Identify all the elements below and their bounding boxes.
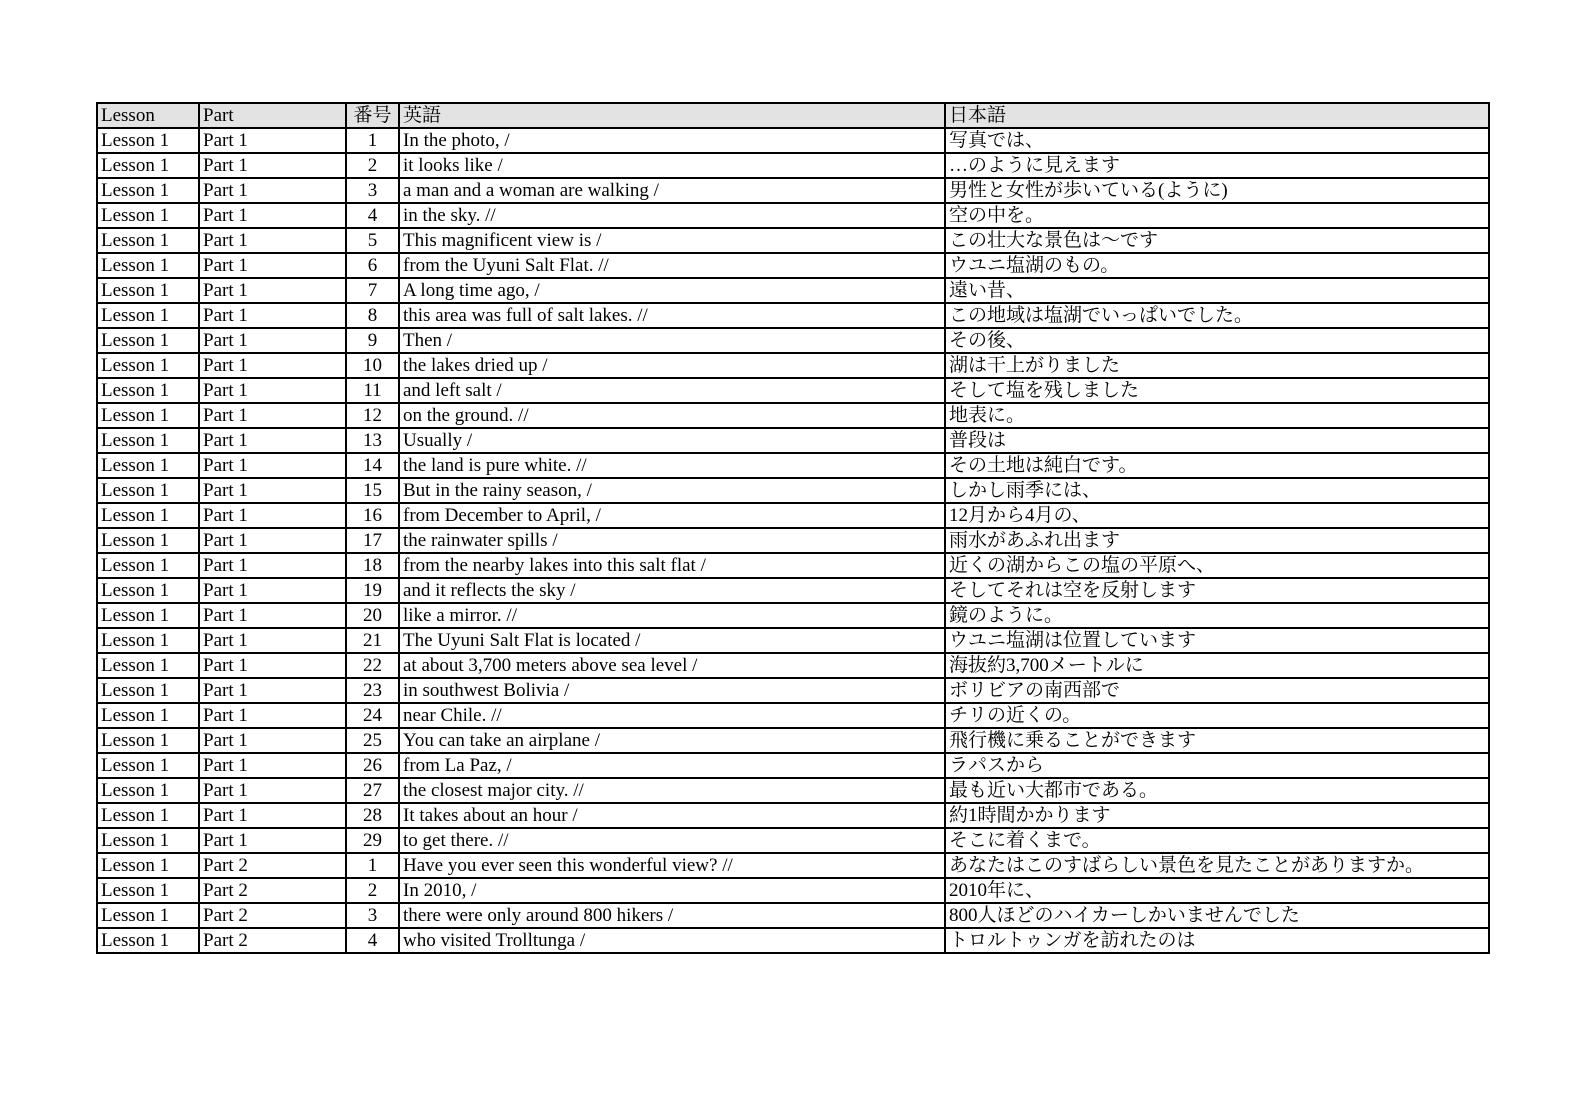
cell-number: 11 bbox=[346, 378, 399, 403]
cell-part: Part 1 bbox=[199, 803, 346, 828]
cell-part: Part 1 bbox=[199, 578, 346, 603]
cell-lesson: Lesson 1 bbox=[97, 728, 199, 753]
cell-number: 19 bbox=[346, 578, 399, 603]
cell-number: 7 bbox=[346, 278, 399, 303]
cell-number: 1 bbox=[346, 853, 399, 878]
cell-number: 22 bbox=[346, 653, 399, 678]
cell-japanese: 鏡のように。 bbox=[945, 603, 1489, 628]
cell-part: Part 1 bbox=[199, 278, 346, 303]
cell-part: Part 1 bbox=[199, 628, 346, 653]
cell-english: to get there. // bbox=[399, 828, 945, 853]
table-row bbox=[97, 628, 1489, 653]
header-japanese: 日本語 bbox=[945, 103, 1489, 128]
table-row bbox=[97, 778, 1489, 803]
cell-number: 23 bbox=[346, 678, 399, 703]
cell-japanese: そして塩を残しました bbox=[945, 378, 1489, 403]
cell-japanese: 地表に。 bbox=[945, 403, 1489, 428]
cell-part: Part 1 bbox=[199, 553, 346, 578]
cell-lesson: Lesson 1 bbox=[97, 278, 199, 303]
cell-lesson: Lesson 1 bbox=[97, 903, 199, 928]
cell-lesson: Lesson 1 bbox=[97, 328, 199, 353]
cell-number: 20 bbox=[346, 603, 399, 628]
cell-number: 24 bbox=[346, 703, 399, 728]
cell-english: the rainwater spills / bbox=[399, 528, 945, 553]
cell-part: Part 1 bbox=[199, 503, 346, 528]
table-row bbox=[97, 703, 1489, 728]
cell-japanese: そこに着くまで。 bbox=[945, 828, 1489, 853]
cell-english: from December to April, / bbox=[399, 503, 945, 528]
cell-english: it looks like / bbox=[399, 153, 945, 178]
cell-english: in the sky. // bbox=[399, 203, 945, 228]
cell-part: Part 2 bbox=[199, 928, 346, 953]
cell-part: Part 1 bbox=[199, 128, 346, 153]
cell-number: 15 bbox=[346, 478, 399, 503]
cell-japanese: あなたはこのすばらしい景色を見たことがありますか。 bbox=[945, 853, 1489, 878]
cell-number: 16 bbox=[346, 503, 399, 528]
cell-part: Part 1 bbox=[199, 678, 346, 703]
cell-english: It takes about an hour / bbox=[399, 803, 945, 828]
cell-number: 14 bbox=[346, 453, 399, 478]
table-row bbox=[97, 253, 1489, 278]
cell-japanese: その土地は純白です。 bbox=[945, 453, 1489, 478]
cell-japanese: 普段は bbox=[945, 428, 1489, 453]
table-row bbox=[97, 653, 1489, 678]
cell-english: like a mirror. // bbox=[399, 603, 945, 628]
cell-lesson: Lesson 1 bbox=[97, 753, 199, 778]
cell-lesson: Lesson 1 bbox=[97, 928, 199, 953]
cell-part: Part 1 bbox=[199, 303, 346, 328]
cell-lesson: Lesson 1 bbox=[97, 203, 199, 228]
cell-japanese: しかし雨季には、 bbox=[945, 478, 1489, 503]
cell-lesson: Lesson 1 bbox=[97, 378, 199, 403]
cell-english: and left salt / bbox=[399, 378, 945, 403]
header-lesson: Lesson bbox=[97, 103, 199, 128]
cell-number: 12 bbox=[346, 403, 399, 428]
cell-lesson: Lesson 1 bbox=[97, 878, 199, 903]
cell-lesson: Lesson 1 bbox=[97, 128, 199, 153]
table-row bbox=[97, 278, 1489, 303]
table-row bbox=[97, 403, 1489, 428]
cell-japanese: そしてそれは空を反射します bbox=[945, 578, 1489, 603]
cell-japanese: 最も近い大都市である。 bbox=[945, 778, 1489, 803]
cell-english: You can take an airplane / bbox=[399, 728, 945, 753]
cell-lesson: Lesson 1 bbox=[97, 653, 199, 678]
cell-number: 3 bbox=[346, 903, 399, 928]
table-row bbox=[97, 553, 1489, 578]
table-row bbox=[97, 478, 1489, 503]
cell-japanese: ウユニ塩湖のもの。 bbox=[945, 253, 1489, 278]
cell-english: the land is pure white. // bbox=[399, 453, 945, 478]
cell-lesson: Lesson 1 bbox=[97, 578, 199, 603]
cell-japanese: 遠い昔、 bbox=[945, 278, 1489, 303]
cell-part: Part 1 bbox=[199, 753, 346, 778]
cell-number: 8 bbox=[346, 303, 399, 328]
cell-part: Part 1 bbox=[199, 353, 346, 378]
cell-number: 4 bbox=[346, 928, 399, 953]
cell-japanese: 空の中を。 bbox=[945, 203, 1489, 228]
cell-part: Part 2 bbox=[199, 903, 346, 928]
cell-lesson: Lesson 1 bbox=[97, 853, 199, 878]
cell-japanese: チリの近くの。 bbox=[945, 703, 1489, 728]
cell-japanese: 写真では、 bbox=[945, 128, 1489, 153]
cell-number: 21 bbox=[346, 628, 399, 653]
cell-part: Part 1 bbox=[199, 403, 346, 428]
cell-lesson: Lesson 1 bbox=[97, 628, 199, 653]
cell-japanese: 近くの湖からこの塩の平原へ、 bbox=[945, 553, 1489, 578]
cell-japanese: ウユニ塩湖は位置しています bbox=[945, 628, 1489, 653]
cell-english: A long time ago, / bbox=[399, 278, 945, 303]
cell-english: there were only around 800 hikers / bbox=[399, 903, 945, 928]
table-row bbox=[97, 428, 1489, 453]
cell-japanese: トロルトゥンガを訪れたのは bbox=[945, 928, 1489, 953]
cell-part: Part 2 bbox=[199, 878, 346, 903]
cell-english: the closest major city. // bbox=[399, 778, 945, 803]
cell-japanese: この地域は塩湖でいっぱいでした。 bbox=[945, 303, 1489, 328]
cell-number: 6 bbox=[346, 253, 399, 278]
cell-number: 28 bbox=[346, 803, 399, 828]
cell-number: 18 bbox=[346, 553, 399, 578]
cell-part: Part 1 bbox=[199, 328, 346, 353]
cell-english: on the ground. // bbox=[399, 403, 945, 428]
cell-lesson: Lesson 1 bbox=[97, 453, 199, 478]
cell-part: Part 1 bbox=[199, 778, 346, 803]
cell-lesson: Lesson 1 bbox=[97, 828, 199, 853]
table-header bbox=[97, 103, 1489, 128]
table-row bbox=[97, 828, 1489, 853]
header-english: 英語 bbox=[399, 103, 945, 128]
table-row bbox=[97, 453, 1489, 478]
cell-lesson: Lesson 1 bbox=[97, 403, 199, 428]
cell-english: this area was full of salt lakes. // bbox=[399, 303, 945, 328]
cell-lesson: Lesson 1 bbox=[97, 503, 199, 528]
cell-japanese: ボリビアの南西部で bbox=[945, 678, 1489, 703]
vocabulary-table bbox=[96, 102, 1490, 954]
cell-japanese: 800人ほどのハイカーしかいませんでした bbox=[945, 903, 1489, 928]
cell-japanese: 雨水があふれ出ます bbox=[945, 528, 1489, 553]
cell-part: Part 1 bbox=[199, 378, 346, 403]
cell-part: Part 1 bbox=[199, 528, 346, 553]
cell-lesson: Lesson 1 bbox=[97, 303, 199, 328]
table-row bbox=[97, 578, 1489, 603]
table-row bbox=[97, 353, 1489, 378]
cell-english: in southwest Bolivia / bbox=[399, 678, 945, 703]
cell-lesson: Lesson 1 bbox=[97, 803, 199, 828]
table-row bbox=[97, 903, 1489, 928]
cell-lesson: Lesson 1 bbox=[97, 153, 199, 178]
table-row bbox=[97, 603, 1489, 628]
table-row bbox=[97, 878, 1489, 903]
cell-english: The Uyuni Salt Flat is located / bbox=[399, 628, 945, 653]
cell-part: Part 1 bbox=[199, 178, 346, 203]
cell-part: Part 1 bbox=[199, 603, 346, 628]
cell-part: Part 2 bbox=[199, 853, 346, 878]
table-row bbox=[97, 928, 1489, 953]
cell-lesson: Lesson 1 bbox=[97, 478, 199, 503]
cell-part: Part 1 bbox=[199, 428, 346, 453]
table-row bbox=[97, 328, 1489, 353]
table-row bbox=[97, 178, 1489, 203]
table-row bbox=[97, 528, 1489, 553]
cell-number: 2 bbox=[346, 878, 399, 903]
cell-number: 9 bbox=[346, 328, 399, 353]
cell-english: a man and a woman are walking / bbox=[399, 178, 945, 203]
cell-japanese: 湖は干上がりました bbox=[945, 353, 1489, 378]
cell-part: Part 1 bbox=[199, 453, 346, 478]
cell-japanese: 12月から4月の、 bbox=[945, 503, 1489, 528]
cell-japanese: ラパスから bbox=[945, 753, 1489, 778]
cell-english: Have you ever seen this wonderful view? // bbox=[399, 853, 945, 878]
cell-part: Part 1 bbox=[199, 703, 346, 728]
cell-number: 13 bbox=[346, 428, 399, 453]
cell-number: 1 bbox=[346, 128, 399, 153]
cell-english: at about 3,700 meters above sea level / bbox=[399, 653, 945, 678]
cell-english: from the Uyuni Salt Flat. // bbox=[399, 253, 945, 278]
table-row bbox=[97, 378, 1489, 403]
cell-number: 3 bbox=[346, 178, 399, 203]
cell-number: 29 bbox=[346, 828, 399, 853]
cell-lesson: Lesson 1 bbox=[97, 178, 199, 203]
cell-lesson: Lesson 1 bbox=[97, 428, 199, 453]
cell-number: 25 bbox=[346, 728, 399, 753]
table-row bbox=[97, 128, 1489, 153]
table-row bbox=[97, 728, 1489, 753]
cell-japanese: 男性と女性が歩いている(ように) bbox=[945, 178, 1489, 203]
cell-english: But in the rainy season, / bbox=[399, 478, 945, 503]
cell-japanese: その後、 bbox=[945, 328, 1489, 353]
cell-number: 10 bbox=[346, 353, 399, 378]
cell-part: Part 1 bbox=[199, 478, 346, 503]
cell-lesson: Lesson 1 bbox=[97, 228, 199, 253]
cell-english: In the photo, / bbox=[399, 128, 945, 153]
cell-english: This magnificent view is / bbox=[399, 228, 945, 253]
cell-english: Then / bbox=[399, 328, 945, 353]
table-row bbox=[97, 228, 1489, 253]
header-part: Part bbox=[199, 103, 346, 128]
table-row bbox=[97, 853, 1489, 878]
table-row bbox=[97, 803, 1489, 828]
cell-japanese: 2010年に、 bbox=[945, 878, 1489, 903]
cell-english: Usually / bbox=[399, 428, 945, 453]
table-body bbox=[97, 128, 1489, 953]
cell-lesson: Lesson 1 bbox=[97, 778, 199, 803]
cell-lesson: Lesson 1 bbox=[97, 553, 199, 578]
cell-lesson: Lesson 1 bbox=[97, 703, 199, 728]
cell-english: the lakes dried up / bbox=[399, 353, 945, 378]
cell-japanese: 飛行機に乗ることができます bbox=[945, 728, 1489, 753]
cell-part: Part 1 bbox=[199, 253, 346, 278]
cell-part: Part 1 bbox=[199, 828, 346, 853]
cell-english: In 2010, / bbox=[399, 878, 945, 903]
table-row bbox=[97, 203, 1489, 228]
cell-japanese: …のように見えます bbox=[945, 153, 1489, 178]
cell-number: 2 bbox=[346, 153, 399, 178]
cell-lesson: Lesson 1 bbox=[97, 528, 199, 553]
cell-part: Part 1 bbox=[199, 653, 346, 678]
cell-number: 4 bbox=[346, 203, 399, 228]
cell-english: from the nearby lakes into this salt flat / bbox=[399, 553, 945, 578]
cell-part: Part 1 bbox=[199, 203, 346, 228]
cell-lesson: Lesson 1 bbox=[97, 353, 199, 378]
cell-part: Part 1 bbox=[199, 228, 346, 253]
table-row bbox=[97, 303, 1489, 328]
cell-english: near Chile. // bbox=[399, 703, 945, 728]
cell-part: Part 1 bbox=[199, 728, 346, 753]
cell-japanese: 海抜約3,700メートルに bbox=[945, 653, 1489, 678]
cell-lesson: Lesson 1 bbox=[97, 253, 199, 278]
table-row bbox=[97, 753, 1489, 778]
header-number: 番号 bbox=[346, 103, 399, 128]
table-row bbox=[97, 503, 1489, 528]
cell-number: 17 bbox=[346, 528, 399, 553]
header-row bbox=[97, 103, 1489, 128]
cell-number: 27 bbox=[346, 778, 399, 803]
cell-english: from La Paz, / bbox=[399, 753, 945, 778]
cell-english: who visited Trolltunga / bbox=[399, 928, 945, 953]
cell-number: 5 bbox=[346, 228, 399, 253]
cell-lesson: Lesson 1 bbox=[97, 678, 199, 703]
cell-lesson: Lesson 1 bbox=[97, 603, 199, 628]
cell-number: 26 bbox=[346, 753, 399, 778]
cell-part: Part 1 bbox=[199, 153, 346, 178]
table-row bbox=[97, 153, 1489, 178]
cell-japanese: 約1時間かかります bbox=[945, 803, 1489, 828]
cell-japanese: この壮大な景色は〜です bbox=[945, 228, 1489, 253]
cell-english: and it reflects the sky / bbox=[399, 578, 945, 603]
table-row bbox=[97, 678, 1489, 703]
